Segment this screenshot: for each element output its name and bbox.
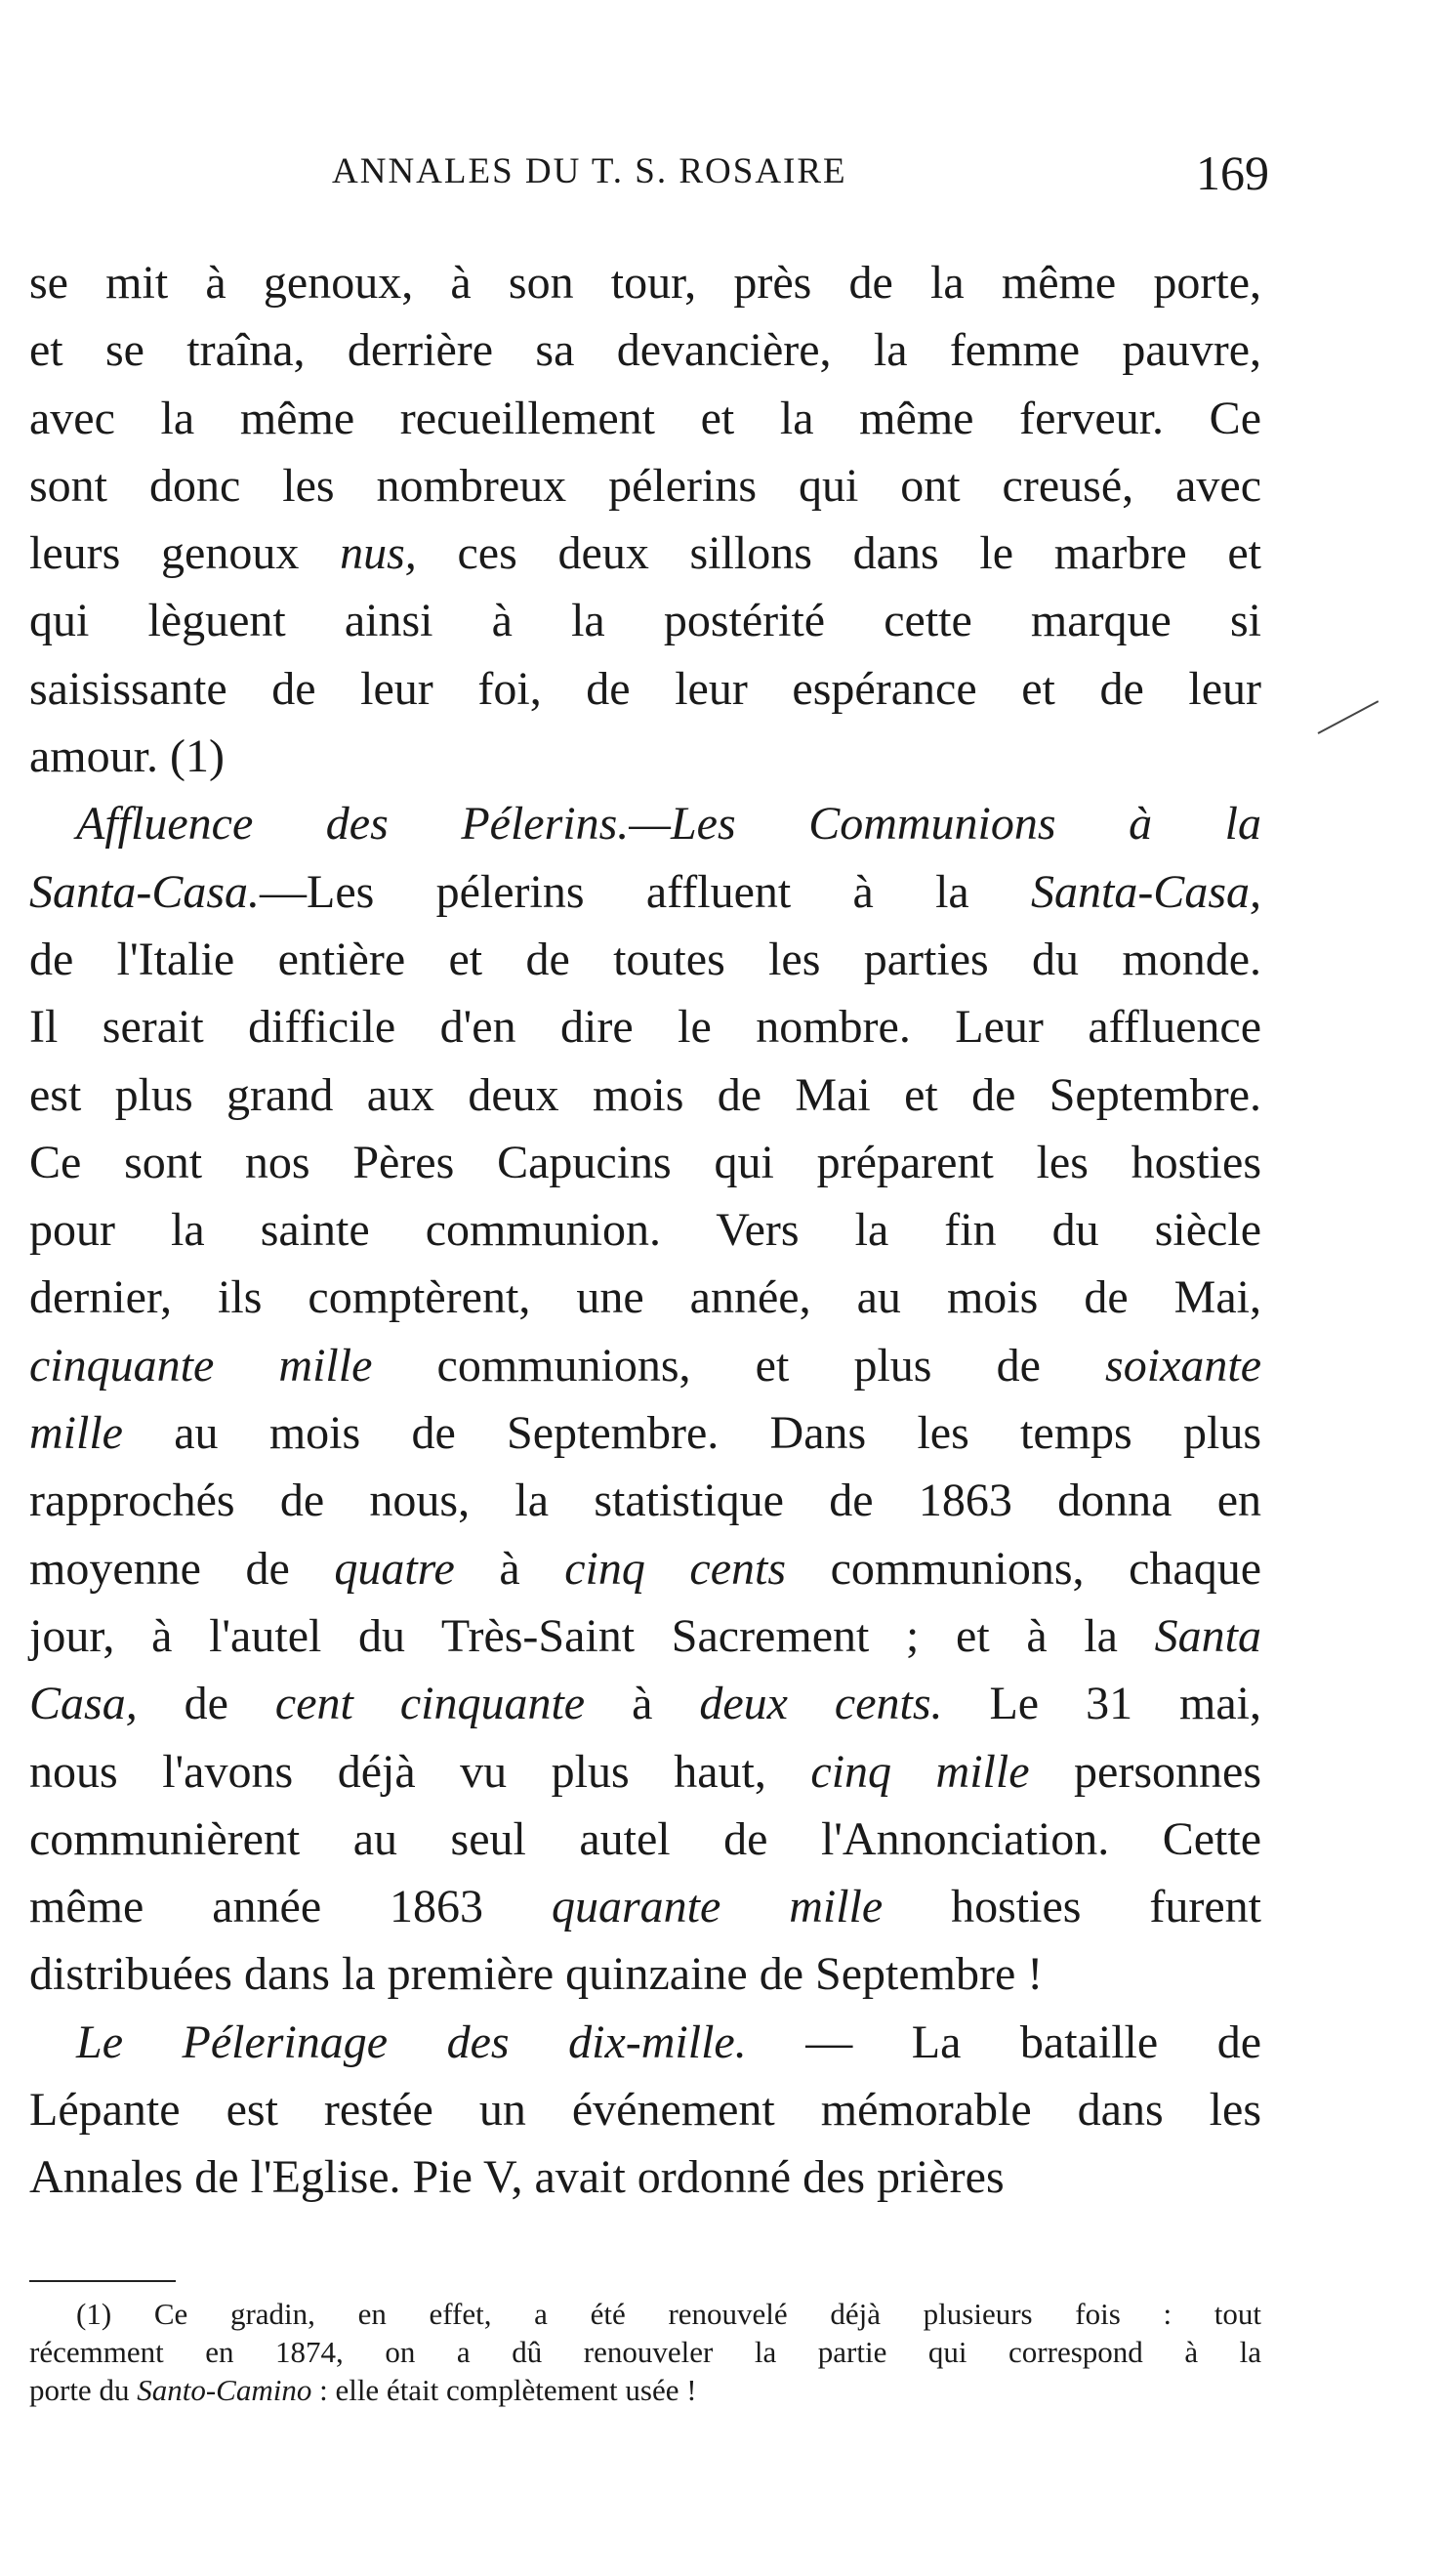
- text-line: [29, 1602, 1261, 1670]
- text-line: [29, 1670, 1261, 1737]
- text-run: porte du: [29, 2373, 138, 2407]
- margin-pencil-mark: [1318, 700, 1379, 734]
- text-run: cent cinquante: [274, 1678, 586, 1730]
- text-run: communions, et plus de: [372, 1339, 1106, 1392]
- text-run: moyenne de: [29, 1542, 335, 1595]
- text-line: [29, 1399, 1261, 1467]
- text-line: [29, 790, 1261, 857]
- text-run: amour. (1): [29, 730, 225, 783]
- text-run: (1) Ce gradin, en effet, a été renouvelé déjà plusieurs fois : tout: [76, 2297, 1261, 2331]
- text-run: récemment en 1874, on a dû renouveler la partie qui correspond à la: [29, 2335, 1261, 2369]
- text-run: : elle était complètement usée !: [311, 2373, 697, 2407]
- text-run: nus,: [340, 527, 417, 580]
- text-run: Le 31 mai,: [942, 1678, 1261, 1730]
- text-line: [29, 452, 1261, 519]
- running-title: ANNALES DU T. S. ROSAIRE: [332, 151, 847, 191]
- body-text: [29, 249, 1261, 2212]
- text-run: ces deux sillons dans le marbre et: [416, 527, 1262, 580]
- text-run: mille: [29, 1407, 123, 1460]
- text-run: cinquante mille: [29, 1339, 373, 1392]
- text-line: [29, 1535, 1261, 1602]
- text-run: personnes: [1029, 1745, 1262, 1798]
- text-run: rapprochés de nous, la statistique de 1863 donna en: [29, 1475, 1261, 1527]
- text-run: saisissante de leur foi, de leur espérance et de leur: [29, 662, 1261, 715]
- text-line: [29, 2076, 1261, 2143]
- footnote-separator: [29, 2280, 176, 2282]
- text-line: [29, 587, 1261, 654]
- text-run: qui lèguent ainsi à la postérité cette marque si: [29, 595, 1261, 647]
- text-run: deux cents.: [699, 1678, 943, 1730]
- text-run: cinq mille: [810, 1745, 1030, 1798]
- text-line: [29, 1196, 1261, 1264]
- page-header: [332, 145, 1269, 203]
- text-run: Lépante est restée un événement mémorable dans les: [29, 2084, 1261, 2137]
- text-line: [29, 316, 1261, 384]
- text-run: hosties furent: [883, 1881, 1261, 1933]
- text-line: [29, 1873, 1261, 1940]
- text-run: Casa,: [29, 1678, 138, 1730]
- text-line: [29, 858, 1261, 926]
- text-run: Santo-Camino: [137, 2373, 312, 2407]
- text-run: cinq cents: [564, 1542, 787, 1595]
- text-line: [29, 655, 1261, 723]
- text-line: [29, 2143, 1261, 2211]
- text-run: leurs genoux: [29, 527, 341, 580]
- text-run: soixante: [1105, 1339, 1262, 1392]
- text-line: [29, 1061, 1261, 1129]
- text-run: à: [585, 1678, 700, 1730]
- text-line: [29, 1940, 1261, 2008]
- text-line: [29, 1332, 1261, 1399]
- text-line: [29, 1806, 1261, 1873]
- footnote: [29, 2295, 1261, 2409]
- text-run: de l'Italie entière et de toutes les parties du monde.: [29, 933, 1261, 985]
- text-run: communièrent au seul autel de l'Annonciation. Cette: [29, 1812, 1261, 1865]
- text-line: [29, 519, 1261, 587]
- text-run: de: [137, 1678, 275, 1730]
- text-line: [29, 1467, 1261, 1534]
- text-run: dernier, ils comptèrent, une année, au mois de Mai,: [29, 1271, 1261, 1324]
- page-number: 169: [1196, 145, 1269, 200]
- text-run: se mit à genoux, à son tour, près de la même porte,: [29, 257, 1261, 309]
- text-run: Santa-Casa.: [29, 865, 261, 918]
- text-line: [29, 1264, 1261, 1331]
- text-line: [29, 723, 1261, 790]
- text-line: [29, 2009, 1261, 2076]
- text-run: jour, à l'autel du Très-Saint Sacrement ; et à la: [29, 1609, 1155, 1662]
- text-run: et se traîna, derrière sa devancière, la femme pauvre,: [29, 324, 1261, 377]
- text-run: sont donc les nombreux pélerins qui ont creusé, avec: [29, 459, 1261, 512]
- text-run: même année 1863: [29, 1881, 552, 1933]
- text-run: Le Pélerinage des dix-mille.: [76, 2015, 747, 2068]
- text-run: Affluence des Pélerins.—Les Communions à la: [76, 798, 1261, 851]
- text-line: [29, 1129, 1261, 1196]
- text-line: [29, 926, 1261, 993]
- footnote-line: [29, 2371, 1261, 2409]
- text-run: est plus grand aux deux mois de Mai et de Septembre.: [29, 1068, 1261, 1121]
- text-line: [29, 385, 1261, 452]
- text-run: communions, chaque: [786, 1542, 1261, 1595]
- text-line: [29, 249, 1261, 316]
- text-run: Il serait difficile d'en dire le nombre. Leur affluence: [29, 1001, 1261, 1054]
- text-line: [29, 1738, 1261, 1806]
- footnote-line: [29, 2295, 1261, 2333]
- footnote-line: [29, 2333, 1261, 2371]
- text-run: quarante mille: [551, 1881, 884, 1933]
- text-run: quatre: [334, 1542, 455, 1595]
- text-run: à: [454, 1542, 565, 1595]
- text-run: distribuées dans la première quinzaine de Septembre !: [29, 1948, 1044, 2001]
- text-run: Ce sont nos Pères Capucins qui préparent les hosties: [29, 1136, 1261, 1188]
- text-run: pour la sainte communion. Vers la fin du siècle: [29, 1204, 1261, 1257]
- text-run: Santa-Casa,: [1030, 865, 1261, 918]
- text-line: [29, 993, 1261, 1060]
- text-run: au mois de Septembre. Dans les temps plus: [122, 1407, 1261, 1460]
- text-run: —Les pélerins affluent à la: [260, 865, 1031, 918]
- text-run: nous l'avons déjà vu plus haut,: [29, 1745, 811, 1798]
- text-run: avec la même recueillement et la même ferveur. Ce: [29, 392, 1261, 444]
- text-run: Santa: [1154, 1609, 1261, 1662]
- text-run: Annales de l'Eglise. Pie V, avait ordonné des prières: [29, 2151, 1005, 2204]
- text-run: — La bataille de: [746, 2015, 1262, 2068]
